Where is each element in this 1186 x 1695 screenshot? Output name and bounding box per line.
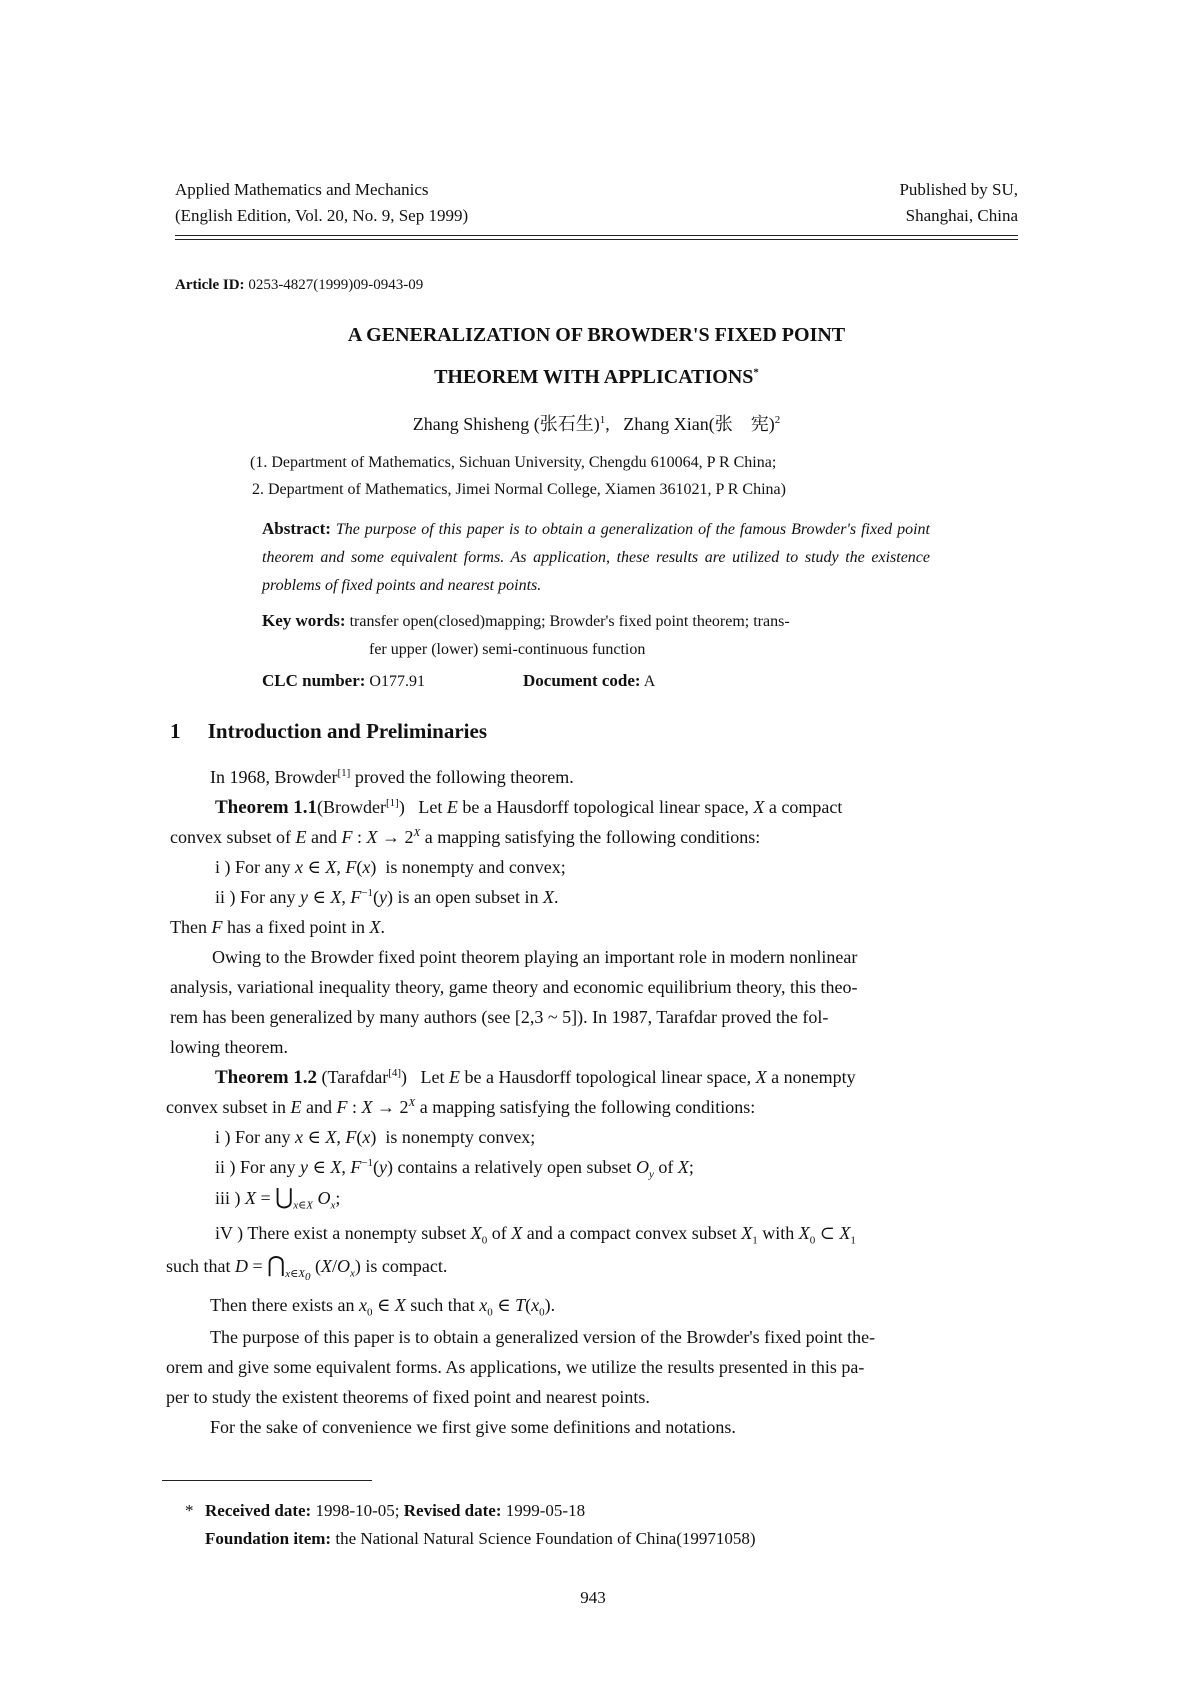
affiliations: [250, 449, 786, 503]
section-heading: [170, 719, 487, 744]
theorem-1-1-label: Theorem 1.1: [215, 797, 318, 818]
abstract: [262, 515, 930, 600]
condition-1-2-iv: iV ) There exist a nonempty subset $X_0$ of X and a compact convex subset $X_1$ with $X_0$ ⊂ $X_1$: [215, 1223, 856, 1247]
publisher-name: Published by SU,: [899, 180, 1018, 199]
journal-name: Applied Mathematics and Mechanics: [175, 180, 429, 199]
condition-i: i ) For any x ∈ X, F(x) is nonempty and convex;: [215, 857, 566, 877]
author-2: Zhang Xian(张 宪): [623, 414, 775, 434]
paragraph-2: Owing to the Browder fixed point theorem playing an important role in modern nonlinear analysis, variational inequality theory, game theory and economic equilibrium theory, this theo- rem has been generalized by many authors (see [2,3 ~ 5]). In 1987, Tarafdar proved the fol- lowing theorem.: [170, 947, 858, 1057]
title-line-1: A GENERALIZATION OF BROWDER'S FIXED POINT: [347, 324, 846, 346]
clc-number: CLC number: O177.91: [262, 671, 425, 690]
authors: Zhang Shisheng (张石生)$^1$, Zhang Xian(张 宪)$^2$: [412, 414, 781, 434]
section-number: 1: [170, 719, 181, 743]
keywords-label: Key words:: [262, 611, 346, 630]
journal-header: [175, 177, 468, 229]
author-1: Zhang Shisheng (张石生): [412, 414, 600, 434]
condition-1-2-iii: iii ) $X = ⋃_{x\in X}$ $O_x$;: [215, 1184, 341, 1212]
condition-1-2-ii: ii ) For any y ∈ X, $F^{-1}(y)$ contains a relatively open subset $O_y$ of X;: [215, 1157, 694, 1181]
keywords-line-1: transfer open(closed)mapping; Browder's fixed point theorem; trans-: [349, 613, 790, 630]
theorem-1-2: Theorem 1.2 (Tarafdar[4]) Let E be a Hausdorff topological linear space, X a nonempty: [215, 1067, 856, 1088]
condition-1-2-i: i ) For any x ∈ X, F(x) is nonempty convex;: [215, 1127, 536, 1147]
theorem-1-1: Theorem 1.1(Browder[1]) Let E be a Hausdorff topological linear space, X a compact: [215, 797, 843, 818]
footnote: * Received date: 1998-10-05; Revised date: 1999-05-18 Foundation item: the National Natural Science Foundation of China(19971058): [205, 1497, 756, 1553]
publisher-city: Shanghai, China: [905, 206, 1018, 225]
paper-title: [175, 314, 1018, 398]
affiliation-1: (1. Department of Mathematics, Sichuan University, Chengdu 610064, P R China;: [250, 454, 777, 471]
document-code: Document code: A: [523, 671, 656, 690]
section-title: Introduction and Preliminaries: [207, 719, 487, 743]
article-id: [175, 277, 423, 294]
footnote-mark: *: [185, 1501, 194, 1520]
header-rule-top: [175, 235, 1018, 236]
theorem-1-1-conclusion: Then F has a fixed point in X.: [170, 917, 385, 937]
title-line-2: THEOREM WITH APPLICATIONS*: [434, 366, 759, 388]
theorem-1-2-conclusion: Then there exists an $x_0$ ∈ X such that $x_0$ ∈ $T(x_0)$.: [210, 1295, 556, 1319]
paragraph-3: The purpose of this paper is to obtain a generalized version of the Browder's fixed point the- orem and give some equivalent forms. As applications, we utilize the results presented in this pa- per to study the existent theorems of fixed point and nearest points.: [166, 1327, 876, 1407]
theorem-1-1-line-2: convex subset of E and F : $X \to 2^X$ a mapping satisfying the following conditions:: [170, 827, 761, 847]
paragraph-4: For the sake of convenience we first give some definitions and notations.: [210, 1417, 736, 1437]
page-number: 943: [580, 1588, 606, 1607]
theorem-1-2-label: Theorem 1.2: [215, 1067, 318, 1088]
article-id-label: Article ID:: [175, 277, 245, 293]
journal-issue: (English Edition, Vol. 20, No. 9, Sep 1999): [175, 206, 469, 225]
intro-paragraph: In 1968, Browder[1] proved the following theorem.: [210, 767, 574, 787]
keywords: [262, 607, 790, 664]
keywords-line-2: fer upper (lower) semi-continuous function: [369, 641, 646, 658]
header-rule-bottom: [175, 239, 1018, 240]
footnote-rule: [162, 1480, 372, 1481]
abstract-text: The purpose of this paper is to obtain a generalization of the famous Browder's fixed point theorem and some equivalent forms. As application, these results are utilized to study the existence problems of fixed points and nearest points.: [262, 521, 930, 594]
article-id-value: 0253-4827(1999)09-0943-09: [248, 277, 424, 293]
publisher-header: [899, 177, 1018, 229]
abstract-label: Abstract:: [262, 519, 331, 538]
affiliation-2: 2. Department of Mathematics, Jimei Normal College, Xiamen 361021, P R China): [252, 481, 786, 498]
title-footnote-mark: *: [753, 366, 759, 379]
theorem-1-2-line-2: convex subset in E and F : $X \to 2^X$ a mapping satisfying the following conditions:: [166, 1097, 756, 1117]
condition-1-2-iv-line-2: such that $D = ⋂_{x\in X_0}$ $(X/O_x)$ is compact.: [166, 1252, 448, 1283]
condition-ii: ii ) For any y ∈ X, $F^{-1}(y)$ is an open subset in X.: [215, 887, 559, 907]
